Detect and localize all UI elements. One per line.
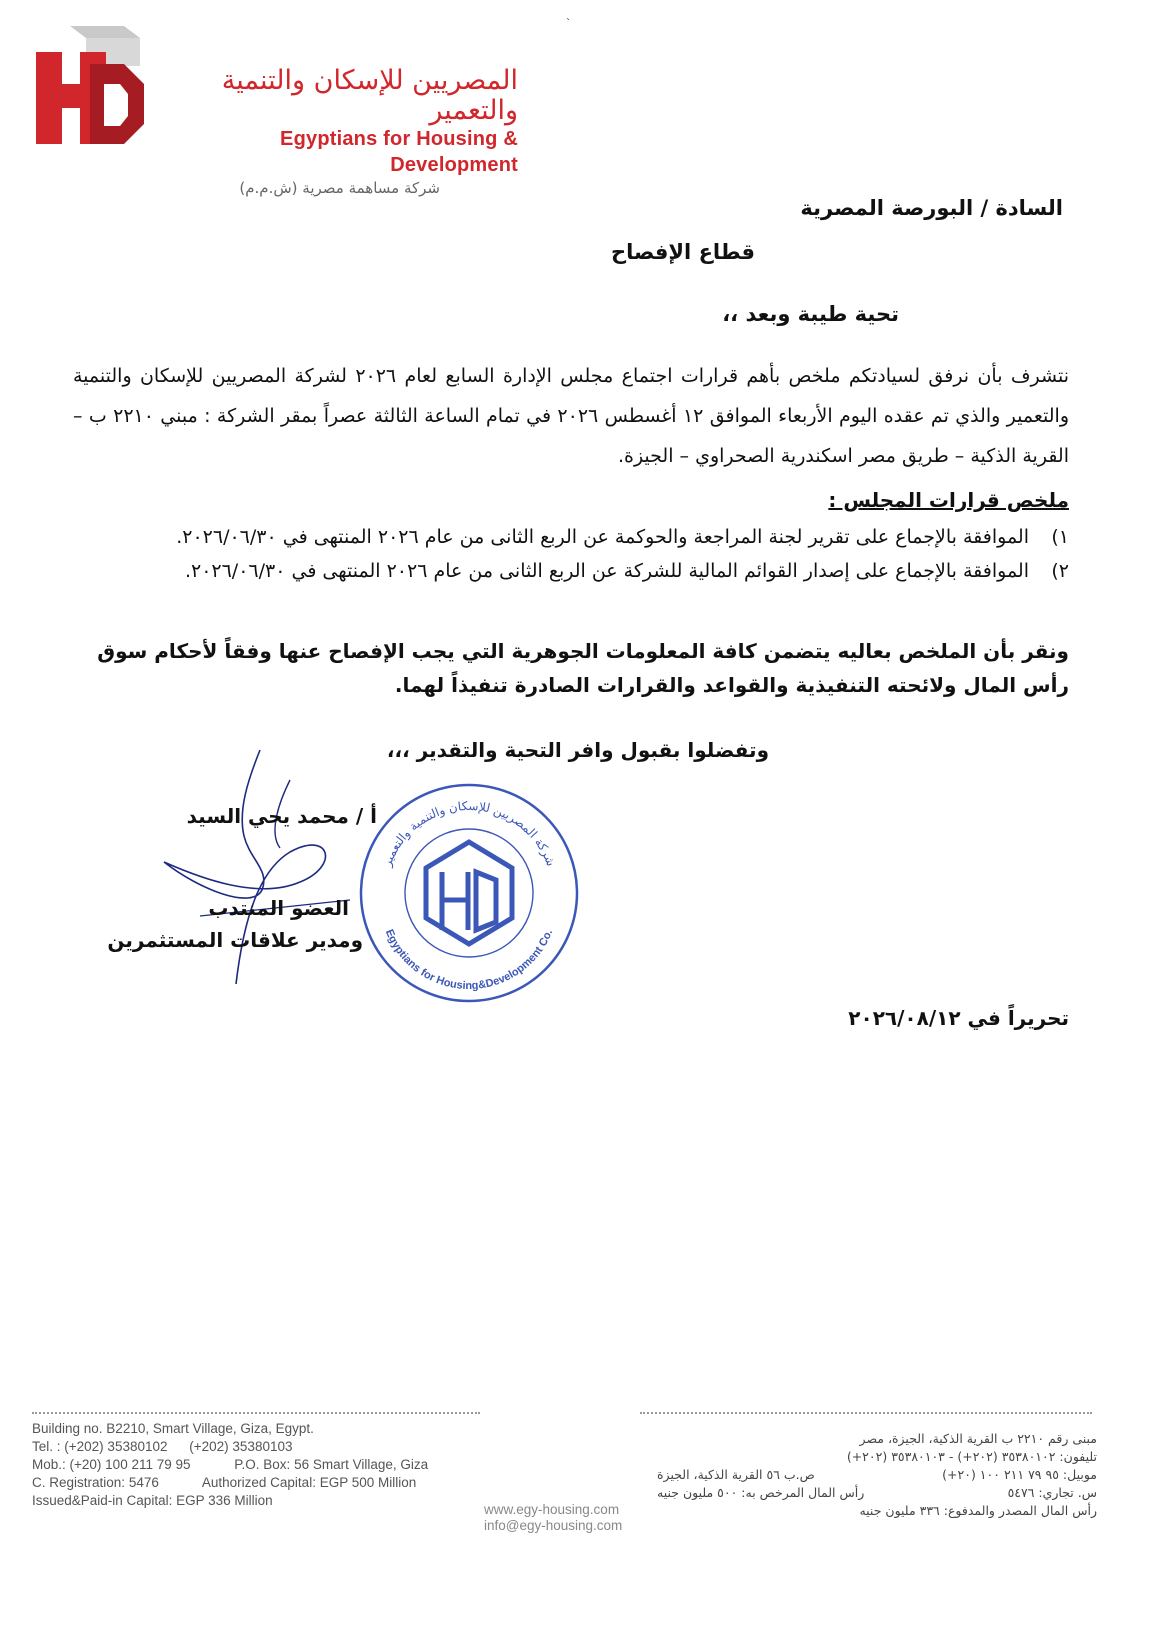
issue-date: تحريراً في ٢٠٢٦/٠٨/١٢	[848, 1006, 1069, 1030]
website-link[interactable]: www.egy-housing.com	[484, 1502, 620, 1517]
decision-number: ٢)	[1051, 560, 1069, 582]
stamp-ring-arabic: شركة المصريين للإسكان والتنمية والتعمير	[379, 798, 559, 869]
footer-tel: (+202) 35380103	[189, 1439, 293, 1454]
scan-mark: `	[566, 18, 571, 29]
closing-line: وتفضلوا بقبول وافر التحية والتقدير ،،،	[386, 738, 769, 762]
addressee: السادة / البورصة المصرية	[800, 196, 1063, 220]
footer-tel-label: Tel. :	[32, 1439, 61, 1454]
stamp-hd-icon	[426, 842, 512, 944]
hd-logo-icon	[32, 24, 152, 150]
list-item	[73, 520, 1069, 554]
intro-paragraph: نتشرف بأن نرفق لسيادتكم ملخص بأهم قرارات اجتماع مجلس الإدارة السابع لعام ٢٠٢٦ لشركة المصريين للإسكان والتنمية والتعمير والذي تم عقده اليوم الأربعاء الموافق ١٢ أغسطس ٢٠٢٦ في تمام الساعة الثالثة عصراً بمقر الشركة : مبني ٢٢١٠ ب – القرية الذكية – طريق مصر اسكندرية الصحراوي – الجيزة.	[73, 365, 1070, 467]
footer-po: 56 Smart Village, Giza	[294, 1457, 429, 1472]
list-item	[73, 554, 1069, 588]
footer-ar-auth: رأس المال المرخص به: ٥٠٠ مليون جنيه	[657, 1485, 865, 1500]
footer-auth: EGP 500 Million	[319, 1475, 417, 1490]
footer-reg-label: C. Registration:	[32, 1475, 126, 1490]
brand-name-arabic: المصريين للإسكان والتنمية والتعمير	[221, 65, 518, 126]
decision-text: الموافقة بالإجماع على تقرير لجنة المراجعة والحوكمة عن الربع الثانى من عام ٢٠٢٦ المنتهى في ٢٠٢٦/٠٦/٣٠.	[176, 526, 1029, 548]
signer-name: أ / محمد يحي السيد	[186, 804, 377, 828]
confirmation-paragraph: ونقر بأن الملخص بعاليه يتضمن كافة المعلومات الجوهرية التي يجب الإفصاح عنها وفقاً لأحكام سوق رأس المال ولائحته التنفيذية والقواعد والقرارات الصادرة تنفيذاً لهما.	[97, 639, 1069, 697]
footer-mob: (+20) 100 211 79 95	[69, 1457, 191, 1472]
brand-name-english: Egyptians for Housing & Development	[280, 128, 518, 176]
footer-issued-label: Issued&Paid-in Capital:	[32, 1493, 173, 1508]
summary-title: ملخص قرارات المجلس :	[828, 488, 1069, 512]
decision-text: الموافقة بالإجماع على إصدار القوائم المالية للشركة عن الربع الثانى من عام ٢٠٢٦ المنتهى في ٢٠٢٦/٠٦/٣٠.	[184, 560, 1029, 582]
footer-english	[32, 1420, 428, 1510]
decision-number: ١)	[1051, 526, 1069, 548]
footer-building: Building no. B2210, Smart Village, Giza, Egypt.	[32, 1421, 314, 1436]
footer-mob-label: Mob.:	[32, 1457, 66, 1472]
footer-po-label: P.O. Box:	[234, 1457, 291, 1472]
footer-auth-label: Authorized Capital:	[201, 1475, 316, 1490]
signer-role: ومدير علاقات المستثمرين	[107, 928, 363, 952]
signer-role: العضو المنتدب	[208, 896, 349, 920]
email-link[interactable]: info@egy-housing.com	[484, 1518, 623, 1533]
brand-subtitle: شركة مساهمة مصرية (ش.م.م)	[239, 179, 440, 197]
footer-issued: EGP 336 Million	[176, 1493, 273, 1508]
svg-text:شركة المصريين للإسكان والتنمية	[379, 799, 558, 870]
footer-contact	[484, 1502, 622, 1534]
footer-ar-tel: تليفون: ٣٥٣٨٠١٠٢ (٢٠٢+) - ٣٥٣٨٠١٠٣ (٢٠٢+)	[846, 1449, 1097, 1464]
footer-tel: (+202) 35380102	[64, 1439, 168, 1454]
stamp-ring-english: Egyptians for Housing&Development Co.	[382, 927, 556, 993]
decisions-list	[73, 520, 1069, 588]
footer-divider	[640, 1412, 1092, 1414]
brand-block	[148, 66, 518, 198]
footer-ar-mob: موبيل: ٩٥ ٧٩ ٢١١ ١٠٠ (٢٠+)	[942, 1467, 1097, 1482]
footer-reg: 5476	[128, 1475, 159, 1490]
greeting: تحية طيبة وبعد ،،	[722, 302, 899, 326]
footer-arabic	[657, 1430, 1097, 1520]
footer-ar-issued: رأس المال المصدر والمدفوع: ٣٣٦ مليون جنيه	[859, 1503, 1097, 1518]
footer-divider	[32, 1412, 480, 1414]
footer-ar-po: ص.ب ٥٦ القرية الذكية، الجيزة	[657, 1467, 815, 1482]
footer-ar-building: مبنى رقم ٢٢١٠ ب القرية الذكية، الجيزة، مصر	[859, 1431, 1097, 1446]
company-stamp	[356, 780, 582, 1006]
sector: قطاع الإفصاح	[610, 240, 755, 264]
footer-ar-reg: س. تجاري: ٥٤٧٦	[1007, 1485, 1097, 1500]
